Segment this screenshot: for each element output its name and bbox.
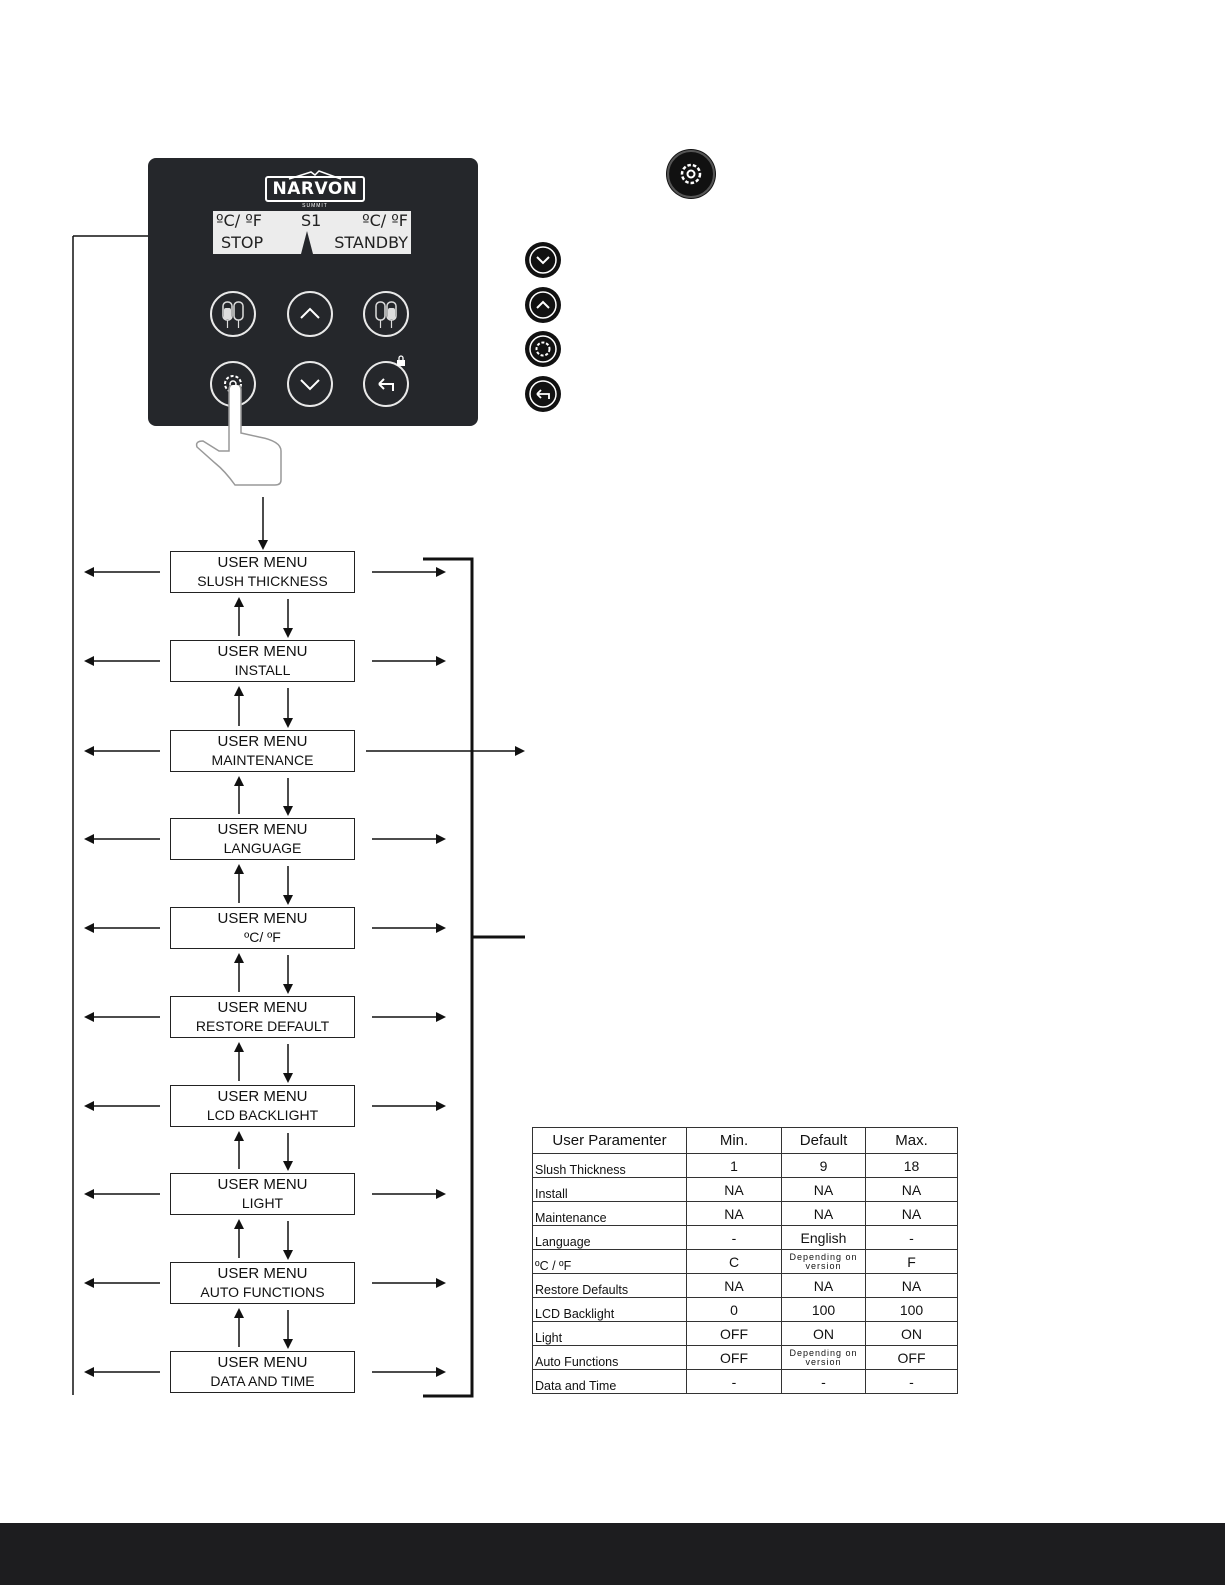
cell-default (782, 1346, 866, 1370)
table-row (533, 1346, 958, 1370)
cell-name: Slush Thickness (533, 1154, 687, 1178)
menu-title: USER MENU (217, 1176, 308, 1193)
menu-title: USER MENU (217, 554, 308, 571)
menu-data-and-time[interactable] (170, 1351, 355, 1393)
table-row (533, 1322, 958, 1346)
menu-language[interactable] (170, 818, 355, 860)
gear-icon (666, 149, 716, 199)
chevron-down-icon (289, 363, 331, 405)
lock-icon (395, 355, 407, 367)
down-legend (525, 242, 561, 278)
lcd-unit-right: ºC/ ºF (362, 211, 408, 230)
menu-title: USER MENU (217, 1088, 308, 1105)
cell-default: NA (782, 1202, 866, 1226)
menu-title: USER MENU (217, 1265, 308, 1282)
gear-icon (525, 331, 561, 367)
cell-max: NA (866, 1202, 958, 1226)
cell-min: 0 (687, 1298, 782, 1322)
header-max: Max. (866, 1128, 958, 1154)
cell-min: NA (687, 1178, 782, 1202)
cell-default (782, 1250, 866, 1274)
right-bowl-button[interactable] (363, 291, 409, 337)
cell-max: 100 (866, 1298, 958, 1322)
back-arrow-icon (365, 363, 407, 405)
table-row (533, 1250, 958, 1274)
menu-title: USER MENU (217, 643, 308, 660)
brand-subtitle: SUMMIT (302, 203, 328, 209)
settings-legend (525, 331, 561, 367)
table-row (533, 1202, 958, 1226)
cell-default-text: Depending on version (789, 1251, 858, 1271)
cell-default: English (782, 1226, 866, 1250)
cell-min: NA (687, 1202, 782, 1226)
lcd-program: S1 (301, 211, 322, 230)
up-button[interactable] (287, 291, 333, 337)
menu-title: USER MENU (217, 733, 308, 750)
cell-min: - (687, 1370, 782, 1394)
menu-label: LANGUAGE (223, 840, 302, 856)
lcd-unit-left: ºC/ ºF (216, 211, 262, 230)
brand-name: NARVON (265, 176, 364, 202)
cell-min: C (687, 1250, 782, 1274)
menu-label: SLUSH THICKNESS (197, 573, 328, 589)
cell-min: OFF (687, 1346, 782, 1370)
cell-max: NA (866, 1178, 958, 1202)
menu-auto-functions[interactable] (170, 1262, 355, 1304)
brand-logo (260, 170, 370, 212)
menu-restore-default[interactable] (170, 996, 355, 1038)
cell-name: Light (533, 1322, 687, 1346)
lcd-display (213, 211, 411, 254)
cell-default: NA (782, 1178, 866, 1202)
menu-title: USER MENU (217, 821, 308, 838)
cell-name: Maintenance (533, 1202, 687, 1226)
back-arrow-icon (525, 376, 561, 412)
menu-install[interactable] (170, 640, 355, 682)
cell-name: Restore Defaults (533, 1274, 687, 1298)
footer-bar (0, 1523, 1225, 1585)
cell-min: OFF (687, 1322, 782, 1346)
table-row (533, 1298, 958, 1322)
table-row (533, 1274, 958, 1298)
cell-name: Language (533, 1226, 687, 1250)
chevron-down-icon (525, 242, 561, 278)
menu-maintenance[interactable] (170, 730, 355, 772)
menu-title: USER MENU (217, 910, 308, 927)
menu-label: DATA AND TIME (210, 1373, 315, 1389)
cell-name: Auto Functions (533, 1346, 687, 1370)
table-row (533, 1154, 958, 1178)
menu-label: MAINTENANCE (211, 752, 314, 768)
cell-max: - (866, 1226, 958, 1250)
menu-lcd-backlight[interactable] (170, 1085, 355, 1127)
left-bowl-button[interactable] (210, 291, 256, 337)
table-row (533, 1226, 958, 1250)
parameter-table (532, 1127, 958, 1394)
menu-label: AUTO FUNCTIONS (200, 1284, 325, 1300)
pointing-hand-icon (195, 385, 295, 495)
menu-light[interactable] (170, 1173, 355, 1215)
chevron-up-icon (525, 287, 561, 323)
header-parameter: User Paramenter (533, 1128, 687, 1154)
menu-label: RESTORE DEFAULT (195, 1018, 330, 1034)
cell-min: - (687, 1226, 782, 1250)
cell-max: - (866, 1370, 958, 1394)
bracket (423, 559, 472, 1396)
cell-default: - (782, 1370, 866, 1394)
cell-max: 18 (866, 1154, 958, 1178)
cell-default: 9 (782, 1154, 866, 1178)
cell-max: OFF (866, 1346, 958, 1370)
menu-label: LCD BACKLIGHT (206, 1107, 319, 1123)
cell-max: NA (866, 1274, 958, 1298)
cell-default-text: Depending on version (789, 1347, 858, 1367)
table-row (533, 1370, 958, 1394)
cell-max: ON (866, 1322, 958, 1346)
back-button[interactable] (363, 361, 409, 407)
lcd-status-left: STOP (221, 233, 264, 252)
cell-min: NA (687, 1274, 782, 1298)
menu-title: USER MENU (217, 1354, 308, 1371)
bowl-icon (365, 293, 407, 335)
back-legend (525, 376, 561, 412)
menu-label: ºC/ ºF (244, 929, 281, 945)
menu-label: INSTALL (234, 662, 291, 678)
cell-name: ºC / ºF (533, 1250, 687, 1274)
gear-legend-large (666, 149, 716, 199)
cell-name: LCD Backlight (533, 1298, 687, 1322)
table-header (533, 1128, 958, 1154)
menu-label: LIGHT (241, 1195, 284, 1211)
cell-default: ON (782, 1322, 866, 1346)
bowl-icon (212, 293, 254, 335)
menu-slush-thickness[interactable] (170, 551, 355, 593)
cell-name: Data and Time (533, 1370, 687, 1394)
cell-name: Install (533, 1178, 687, 1202)
table-row (533, 1178, 958, 1202)
menu-title: USER MENU (217, 999, 308, 1016)
cell-default: 100 (782, 1298, 866, 1322)
header-min: Min. (687, 1128, 782, 1154)
lcd-status-right: STANDBY (334, 233, 408, 252)
cell-min: 1 (687, 1154, 782, 1178)
cell-max: F (866, 1250, 958, 1274)
menu-temperature-unit[interactable] (170, 907, 355, 949)
cell-default: NA (782, 1274, 866, 1298)
chevron-up-icon (289, 293, 331, 335)
header-default: Default (782, 1128, 866, 1154)
up-legend (525, 287, 561, 323)
